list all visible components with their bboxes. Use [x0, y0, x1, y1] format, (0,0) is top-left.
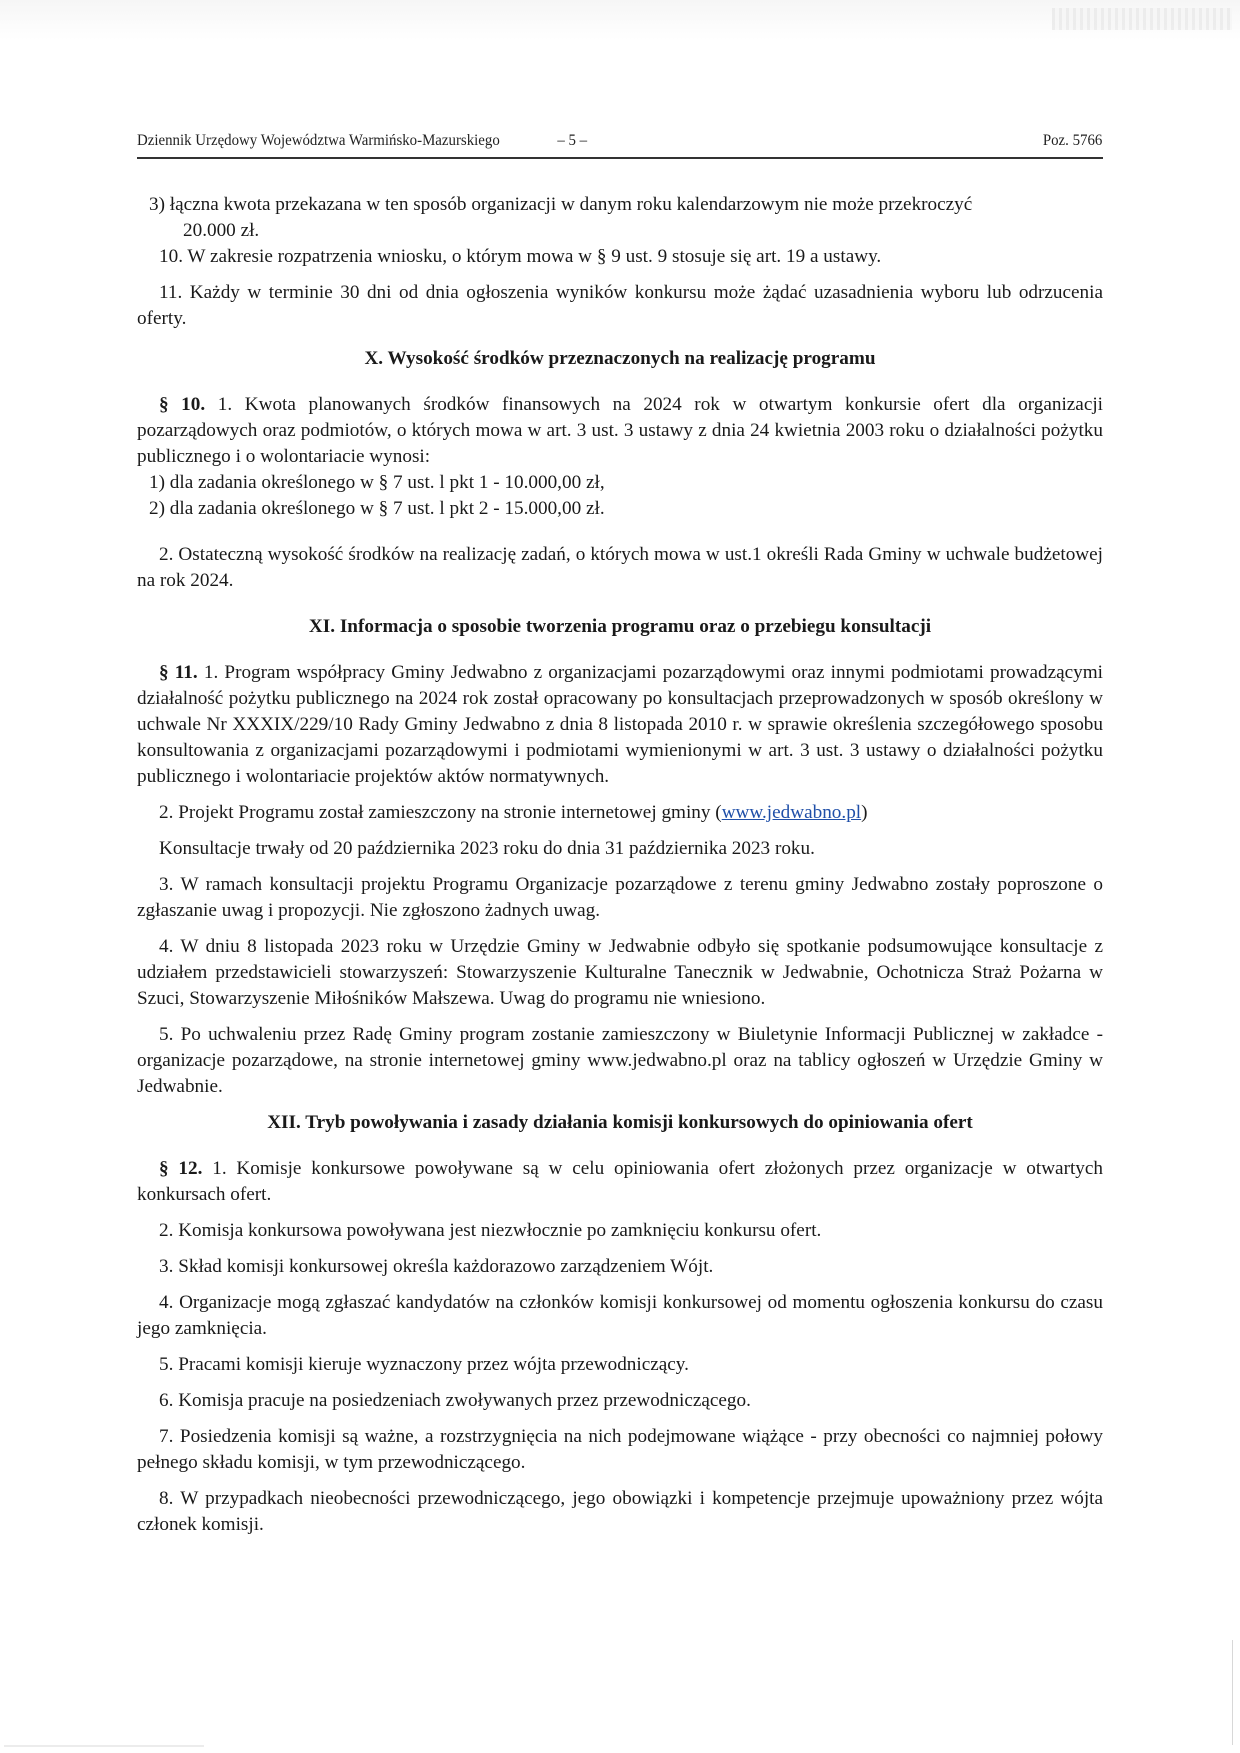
- section-10-paragraph-2: 2. Ostateczną wysokość środków na realizację zadań, o których mowa w ust.1 określi Rada Gminy w uchwale budżetowej na rok 2024.: [137, 544, 1103, 591]
- section-xii-title: XII. Tryb powoływania i zasady działania komisji konkursowych do opiniowania ofert: [267, 1112, 973, 1133]
- website-link[interactable]: www.jedwabno.pl: [721, 802, 862, 823]
- header-divider: [137, 157, 1103, 159]
- page-number: – 5 –: [557, 132, 588, 149]
- section-12-paragraph-3: 3. Skład komisji konkursowej określa każdorazowo zarządzeniem Wójt.: [159, 1256, 714, 1277]
- document-body: [137, 192, 1103, 1538]
- section-10-text: 1. Kwota planowanych środków finansowych na 2024 rok w otwartym konkursie ofert dla organizacji pozarządowych oraz podmiotów, o których mowa w art. 3 ust. 3 ustawy z dnia 24 kwietnia 2003 roku o działalności pożytku publicznego i o wolontariacie wynosi:: [137, 394, 1104, 467]
- paragraph-10: 10. W zakresie rozpatrzenia wniosku, o którym mowa w § 9 ust. 9 stosuje się art. 19 a ustawy.: [159, 246, 882, 267]
- section-11-p2-close: ): [861, 802, 868, 823]
- section-11-paragraph-1: [137, 660, 1103, 790]
- consultation-dates: Konsultacje trwały od 20 października 2023 roku do dnia 31 października 2023 roku.: [159, 838, 815, 859]
- paragraph-11: 11. Każdy w terminie 30 dni od dnia ogłoszenia wyników konkursu może żądać uzasadnienia wyboru lub odrzucenia oferty.: [137, 282, 1103, 329]
- section-10-item-1: 1) dla zadania określonego w § 7 ust. l pkt 1 - 10.000,00 zł,: [149, 472, 605, 493]
- section-12-paragraph-7: 7. Posiedzenia komisji są ważne, a rozstrzygnięcia na nich podejmowane wiążące - przy obecności co najmniej połowy pełnego składu komisji, w tym przewodniczącego.: [137, 1426, 1103, 1473]
- section-12-paragraph-5: 5. Pracami komisji kieruje wyznaczony przez wójta przewodniczący.: [159, 1354, 689, 1375]
- scan-artifact-bottom: [4, 1745, 204, 1747]
- scan-artifact-stamp: [1052, 8, 1232, 30]
- section-11-paragraph-3: 3. W ramach konsultacji projektu Programu Organizacje pozarządowe z terenu gminy Jedwabno zostały poproszone o zgłaszanie uwag i propozycji. Nie zgłoszono żadnych uwag.: [137, 874, 1103, 921]
- section-11-p2-text: 2. Projekt Programu został zamieszczony na stronie internetowej gminy (: [159, 802, 722, 823]
- section-12-text: 1. Komisje konkursowe powoływane są w celu opiniowania ofert złożonych przez organizacje w otwartych konkursach ofert.: [137, 1158, 1103, 1205]
- section-xi-title: XI. Informacja o sposobie tworzenia programu oraz o przebiegu konsultacji: [308, 616, 932, 637]
- section-11-paragraph-5: 5. Po uchwaleniu przez Radę Gminy program zostanie zamieszczony w Biuletynie Informacji Publicznej w zakładce - organizacje pozarządowe, na stronie internetowej gminy www.jedwabno.pl oraz na tablicy ogłoszeń w Urzędzie Gminy w Jedwabnie.: [137, 1024, 1103, 1097]
- journal-title: Dziennik Urzędowy Województwa Warmińsko-Mazurskiego: [137, 132, 500, 149]
- section-12-paragraph-2: 2. Komisja konkursowa powoływana jest niezwłocznie po zamknięciu konkursu ofert.: [159, 1220, 822, 1241]
- position-number: Poz. 5766: [1042, 132, 1103, 149]
- page-header: [137, 132, 1103, 154]
- section-11-paragraph-4: 4. W dniu 8 listopada 2023 roku w Urzędzie Gminy w Jedwabnie odbyło się spotkanie podsumowujące konsultacje z udziałem przedstawicieli stowarzyszeń: Stowarzyszenie Kulturalne Tanecznik w Jedwabnie, Ochotnicza Straż Pożarna w Szuci, Stowarzyszenie Miłośników Małszewa. Uwag do programu nie wniesiono.: [137, 936, 1103, 1009]
- section-11-label: § 11.: [159, 662, 198, 683]
- section-12-paragraph-6: 6. Komisja pracuje na posiedzeniach zwoływanych przez przewodniczącego.: [159, 1390, 751, 1411]
- section-10-paragraph-1: [137, 392, 1103, 470]
- section-12-paragraph-4: 4. Organizacje mogą zgłaszać kandydatów na członków komisji konkursowej od momentu ogłoszenia konkursu do czasu jego zamknięcia.: [137, 1292, 1103, 1339]
- section-10-item-2: 2) dla zadania określonego w § 7 ust. l pkt 2 - 15.000,00 zł.: [149, 498, 605, 519]
- section-12-label: § 12.: [159, 1158, 203, 1179]
- list-item-3-cont: 20.000 zł.: [183, 220, 260, 241]
- section-11-text: 1. Program współpracy Gminy Jedwabno z organizacjami pozarządowymi oraz innymi podmiotami prowadzącymi działalność pożytku publicznego na 2024 rok został opracowany po konsultacjach przeprowadzonych w sposób określony w uchwale Nr XXXIX/229/10 Rady Gminy Jedwabno z dnia 8 listopada 2010 r. w sprawie określenia szczegółowego sposobu konsultowania z organizacjami pozarządowymi i podmiotami wymienionymi w art. 3 ust. 3 ustawy o działalności pożytku publicznego i wolontariacie projektów aktów normatywnych.: [137, 662, 1103, 787]
- section-x-title: X. Wysokość środków przeznaczonych na realizację programu: [364, 348, 876, 369]
- section-11-paragraph-2: [137, 800, 1103, 826]
- list-item-3: 3) łączna kwota przekazana w ten sposób organizacji w danym roku kalendarzowym nie może przekroczyć: [149, 194, 973, 215]
- scan-artifact-edge: [1232, 1640, 1233, 1745]
- section-10-label: § 10.: [159, 394, 206, 415]
- section-12-paragraph-8: 8. W przypadkach nieobecności przewodniczącego, jego obowiązki i kompetencje przejmuje upoważniony przez wójta członek komisji.: [137, 1488, 1103, 1535]
- section-12-paragraph-1: [137, 1156, 1103, 1208]
